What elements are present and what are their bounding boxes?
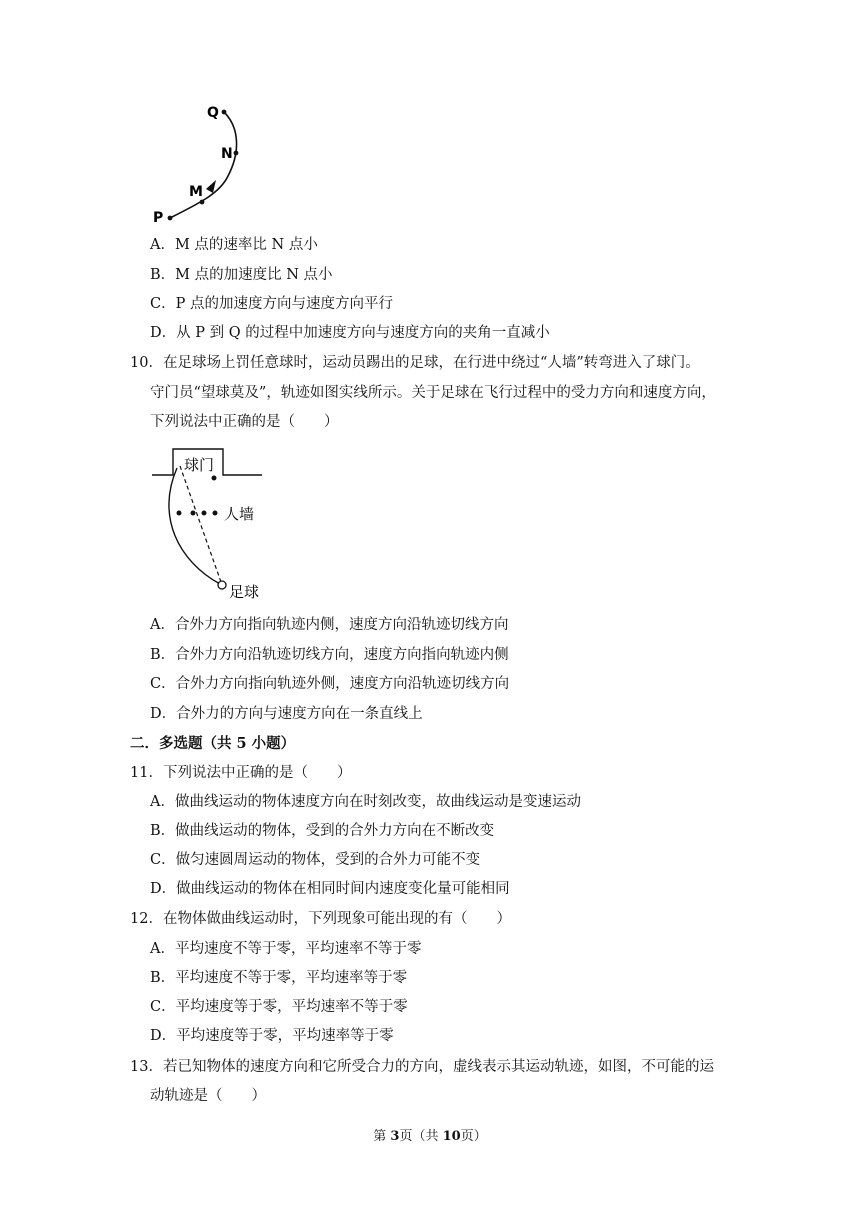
wall-player-3 (202, 511, 207, 516)
footer-middle: 页（共 (399, 1129, 443, 1144)
q11-stem: 11．下列说法中正确的是（ ） (130, 765, 352, 781)
label-p: P (153, 210, 164, 226)
q13-stem-line-2: 动轨迹是（ ） (150, 1088, 266, 1104)
footer-total-pages: 10 (442, 1129, 461, 1144)
q9-option-b: B．M 点的加速度比 N 点小 (150, 267, 333, 283)
q9-option-a: A．M 点的速率比 N 点小 (150, 237, 318, 253)
label-n: N (221, 146, 233, 162)
label-m: M (189, 184, 203, 200)
wall-player-2 (191, 511, 196, 516)
q11-option-d: D．做曲线运动的物体在相同时间内速度变化量可能相同 (150, 881, 510, 897)
label-q: Q (207, 105, 219, 121)
footer-page-number: 3 (390, 1129, 400, 1144)
page-footer (0, 1125, 860, 1144)
straight-path-dashed (180, 466, 221, 582)
q11-option-b: B．做曲线运动的物体，受到的合外力方向在不断改变 (150, 823, 495, 839)
q12-option-b: B．平均速度不等于零，平均速率等于零 (150, 970, 408, 986)
q9-option-d: D．从 P 到 Q 的过程中加速度方向与速度方向的夹角一直减小 (150, 325, 550, 341)
ball-trajectory-solid (169, 468, 220, 584)
wall-label: 人墙 (224, 505, 255, 523)
q10-stem-line-2: 守门员“望球莫及”，轨迹如图实线所示。关于足球在飞行过程中的受力方向和速度方向， (150, 385, 716, 401)
ball-label: 足球 (229, 583, 260, 601)
trajectory-figure-pmnq (140, 98, 260, 228)
q10-option-b: B．合外力方向沿轨迹切线方向，速度方向指向轨迹内侧 (150, 647, 509, 663)
q10-stem-line-3: 下列说法中正确的是（ ） (150, 414, 339, 430)
point-m (200, 200, 205, 205)
goalkeeper-dot (212, 476, 217, 481)
q10-option-a: A．合外力方向指向轨迹内侧，速度方向沿轨迹切线方向 (150, 617, 509, 633)
q12-stem: 12．在物体做曲线运动时，下列现象可能出现的有（ ） (130, 911, 511, 927)
ball-icon (218, 581, 226, 589)
q11-option-a: A．做曲线运动的物体速度方向在时刻改变，故曲线运动是变速运动 (150, 794, 581, 810)
free-kick-figure (148, 446, 272, 606)
q12-option-d: D．平均速度等于零，平均速率等于零 (150, 1028, 394, 1044)
q10-option-d: D．合外力的方向与速度方向在一条直线上 (150, 706, 423, 722)
wall-player-4 (213, 511, 218, 516)
goal-label: 球门 (184, 456, 215, 474)
wall-player-1 (177, 511, 182, 516)
q9-option-c: C．P 点的加速度方向与速度方向平行 (150, 296, 393, 312)
section-heading-multiple-choice: 二．多选题（共 5 小题） (130, 735, 296, 752)
q11-option-c: C．做匀速圆周运动的物体，受到的合外力可能不变 (150, 852, 481, 868)
footer-prefix: 第 (373, 1129, 391, 1144)
q12-option-a: A．平均速度不等于零，平均速率不等于零 (150, 941, 422, 957)
direction-arrow (206, 180, 216, 193)
point-p (168, 216, 173, 221)
q10-stem-line-1: 10．在足球场上罚任意球时，运动员踢出的足球，在行进中绕过“人墙”转弯进入了球门。 (130, 355, 700, 371)
q12-option-c: C．平均速度等于零，平均速率不等于零 (150, 999, 408, 1015)
q10-option-c: C．合外力方向指向轨迹外侧，速度方向沿轨迹切线方向 (150, 676, 510, 692)
footer-suffix: 页） (460, 1129, 487, 1144)
point-n (234, 151, 239, 156)
q13-stem-line-1: 13．若已知物体的速度方向和它所受合力的方向，虚线表示其运动轨迹，如图，不可能的运 (130, 1059, 714, 1075)
point-q (222, 110, 227, 115)
